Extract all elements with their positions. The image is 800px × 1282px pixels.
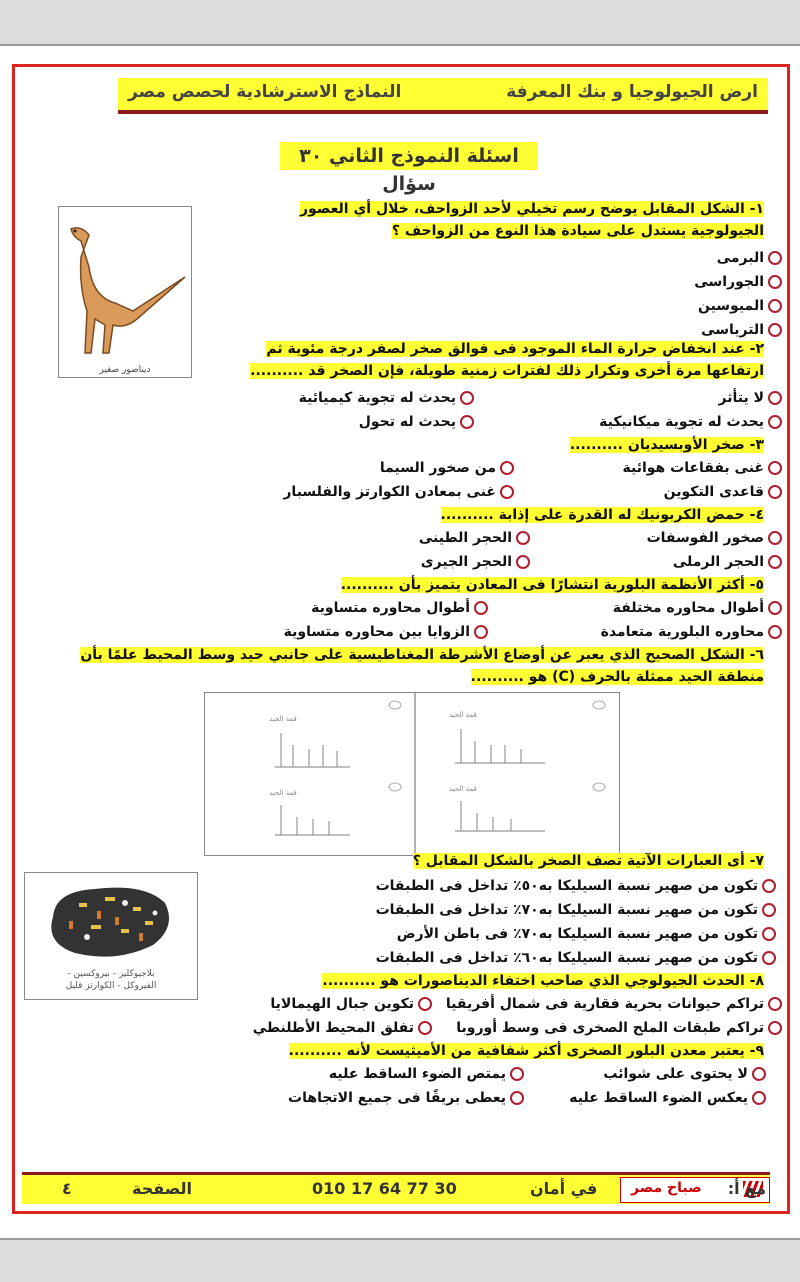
radio-icon xyxy=(762,879,776,893)
bottom-bar xyxy=(0,1238,800,1282)
document-page xyxy=(0,46,800,1238)
radio-icon xyxy=(768,485,782,499)
q1-option-1[interactable]: البرمى xyxy=(717,248,782,268)
q7-option-4[interactable]: تكون من صهير نسبة السيليكا به٦٠٪ تداخل فى الطبقات xyxy=(376,948,776,968)
q4-option-4[interactable]: الحجر الجيرى xyxy=(421,552,530,572)
header-right: ارض الجيولوجيا و بنك المعرفة xyxy=(506,82,758,102)
radio-icon xyxy=(474,601,488,615)
radio-icon xyxy=(500,461,514,475)
q3-option-2[interactable]: من صخور السيما xyxy=(380,458,514,478)
q7-option-1[interactable]: تكون من صهير نسبة السيليكا به٥٠٪ تداخل فى الطبقات xyxy=(376,876,776,896)
rock-figure xyxy=(24,872,198,1000)
q2-option-4[interactable]: يحدث له تحول xyxy=(359,412,474,432)
ridge-label-d: قمة الحيد xyxy=(449,785,477,793)
phone-number: 010 17 64 77 30 xyxy=(312,1179,457,1198)
q8-option-4[interactable]: تفلق المحيط الأطلنطي xyxy=(253,1018,432,1038)
radio-icon xyxy=(768,531,782,545)
footer-safe-text: في أمان xyxy=(530,1179,598,1198)
page-label: الصفحة xyxy=(132,1179,193,1198)
q1-option-2[interactable]: الجوراسى xyxy=(694,272,782,292)
radio-icon xyxy=(762,927,776,941)
radio-icon xyxy=(418,997,432,1011)
radio-icon xyxy=(768,555,782,569)
q7-option-3[interactable]: تكون من صهير نسبة السيليكا به٧٠٪ فى باطن الأرض xyxy=(397,924,776,944)
radio-icon xyxy=(460,391,474,405)
question-1-text: ١- الشكل المقابل يوضح رسم تخيلي لأحد الزواحف، خلال أي العصور الجيولوجية يستدل على سيادة هذا النوع من الزواحف ؟ xyxy=(300,201,764,239)
radio-icon xyxy=(768,415,782,429)
radio-icon xyxy=(474,625,488,639)
radio-icon xyxy=(418,1021,432,1035)
radio-icon xyxy=(752,1091,766,1105)
q4-option-2[interactable]: الحجر الطينى xyxy=(419,528,530,548)
q8-option-3[interactable]: تراكم طبقات الملح الصخرى فى وسط أوروبا xyxy=(456,1018,782,1038)
radio-icon xyxy=(768,323,782,337)
radio-icon xyxy=(768,625,782,639)
question-4-text: ٤- حمض الكربونيك له القدرة على إذابة .......... xyxy=(440,507,764,523)
radio-icon xyxy=(768,275,782,289)
ridge-label-a: قمة الحيد xyxy=(269,715,297,723)
radio-icon xyxy=(752,1067,766,1081)
rock-caption-1: بلاجيوكليز - بيروكسين - xyxy=(67,969,155,979)
rock-caption-2: الفيروكل - الكوارتز قليل xyxy=(65,981,157,991)
radio-icon xyxy=(510,1091,524,1105)
page-header xyxy=(118,78,768,114)
radio-icon xyxy=(510,1067,524,1081)
radio-icon xyxy=(460,415,474,429)
page-footer xyxy=(22,1172,770,1204)
q1-option-3[interactable]: الميوسين xyxy=(698,296,782,316)
q8-option-2[interactable]: تكوين جبال الهيمالايا xyxy=(270,994,432,1014)
page-title: اسئلة النموذج الثاني ٣٠ سؤال xyxy=(280,142,538,170)
question-2-text: ٢- عند انخفاض حرارة الماء الموجود فى فوالق صخر لصفر درجة مئوية ثم ارتفاعها مرة أخرى وتكرار ذلك لفترات زمنية طويلة، فإن الصخر قد .......... xyxy=(250,341,764,379)
question-7-text: ٧- أى العبارات الآتية تصف الصخر بالشكل المقابل ؟ xyxy=(412,853,764,869)
radio-icon xyxy=(768,391,782,405)
question-8-text: ٨- الحدث الجيولوجي الذي صاحب اختفاء الديناصورات هو .......... xyxy=(322,973,764,989)
radio-icon xyxy=(516,555,530,569)
ridge-label-c: قمة الحيد xyxy=(269,789,297,797)
figure-caption: ديناصور صغير xyxy=(99,365,151,375)
q4-option-3[interactable]: الحجر الرملى xyxy=(673,552,782,572)
dinosaur-icon xyxy=(59,207,191,357)
ridge-label-b: قمة الحيد xyxy=(449,711,477,719)
q3-option-4[interactable]: غنى بمعادن الكوارتز والفلسبار xyxy=(283,482,514,502)
radio-icon xyxy=(768,1021,782,1035)
magnetic-stripes-figure xyxy=(204,692,620,856)
radio-icon xyxy=(762,951,776,965)
radio-icon xyxy=(768,997,782,1011)
radio-icon xyxy=(768,251,782,265)
q9-option-1[interactable]: لا يحتوى على شوائب xyxy=(603,1064,766,1084)
q3-option-3[interactable]: قاعدى التكوين xyxy=(664,482,782,502)
radio-icon xyxy=(768,601,782,615)
q9-option-3[interactable]: يعكس الضوء الساقط عليه xyxy=(569,1088,766,1108)
q9-option-2[interactable]: يمتص الضوء الساقط عليه xyxy=(329,1064,524,1084)
question-3-text: ٣- صخر الأوبسيديان .......... xyxy=(569,437,764,453)
q5-option-3[interactable]: محاوره البلورية متعامدة xyxy=(601,622,782,642)
question-5-text: ٥- أكثر الأنظمة البلورية انتشارًا فى المعادن يتميز بأن .......... xyxy=(340,577,764,593)
question-6-text: ٦- الشكل الصحيح الذي يعبر عن أوضاع الأشرطة المغناطيسية على جانبي حيد وسط المحيط علمًا بأن منطقة الحيد ممثلة بالحرف (C) هو .......... xyxy=(80,647,764,685)
q1-option-4[interactable]: الترياسى xyxy=(701,320,782,340)
q2-option-3[interactable]: يحدث له تجوية ميكانيكية xyxy=(599,412,782,432)
radio-icon xyxy=(768,461,782,475)
q9-option-4[interactable]: يعطى بريقًا فى جميع الاتجاهات xyxy=(288,1088,524,1108)
q2-option-1[interactable]: لا يتأثر xyxy=(719,388,783,408)
footer-right-text: مع أ: xyxy=(727,1179,766,1198)
top-bar xyxy=(0,0,800,46)
q5-option-1[interactable]: أطوال محاوره مختلفة xyxy=(613,598,782,618)
question-9-text: ٩- يعتبر معدن البلور الصخرى أكثر شفافية من الأميثيست لأنه .......... xyxy=(288,1043,764,1059)
rock-texture-icon xyxy=(25,873,197,969)
q5-option-2[interactable]: أطوال محاوره متساوية xyxy=(311,598,488,618)
radio-icon xyxy=(762,903,776,917)
q2-option-2[interactable]: يحدث له تجوية كيميائية xyxy=(299,388,474,408)
dinosaur-figure xyxy=(58,206,192,378)
radio-icon xyxy=(768,299,782,313)
brand-logo-text: صباح مصر xyxy=(631,1180,702,1196)
page-number: ٤ xyxy=(62,1179,72,1198)
header-left: النماذج الاسترشادية لحصص مصر xyxy=(128,82,402,102)
q3-option-1[interactable]: غنى بفقاعات هوائية xyxy=(623,458,783,478)
radio-icon xyxy=(500,485,514,499)
radio-icon xyxy=(516,531,530,545)
q8-option-1[interactable]: تراكم حيوانات بحرية فقارية فى شمال أفريقيا xyxy=(446,994,782,1014)
q4-option-1[interactable]: صخور الفوسفات xyxy=(647,528,782,548)
q5-option-4[interactable]: الزوايا بين محاوره متساوية xyxy=(284,622,488,642)
q7-option-2[interactable]: تكون من صهير نسبة السيليكا به٧٠٪ تداخل فى الطبقات xyxy=(376,900,776,920)
